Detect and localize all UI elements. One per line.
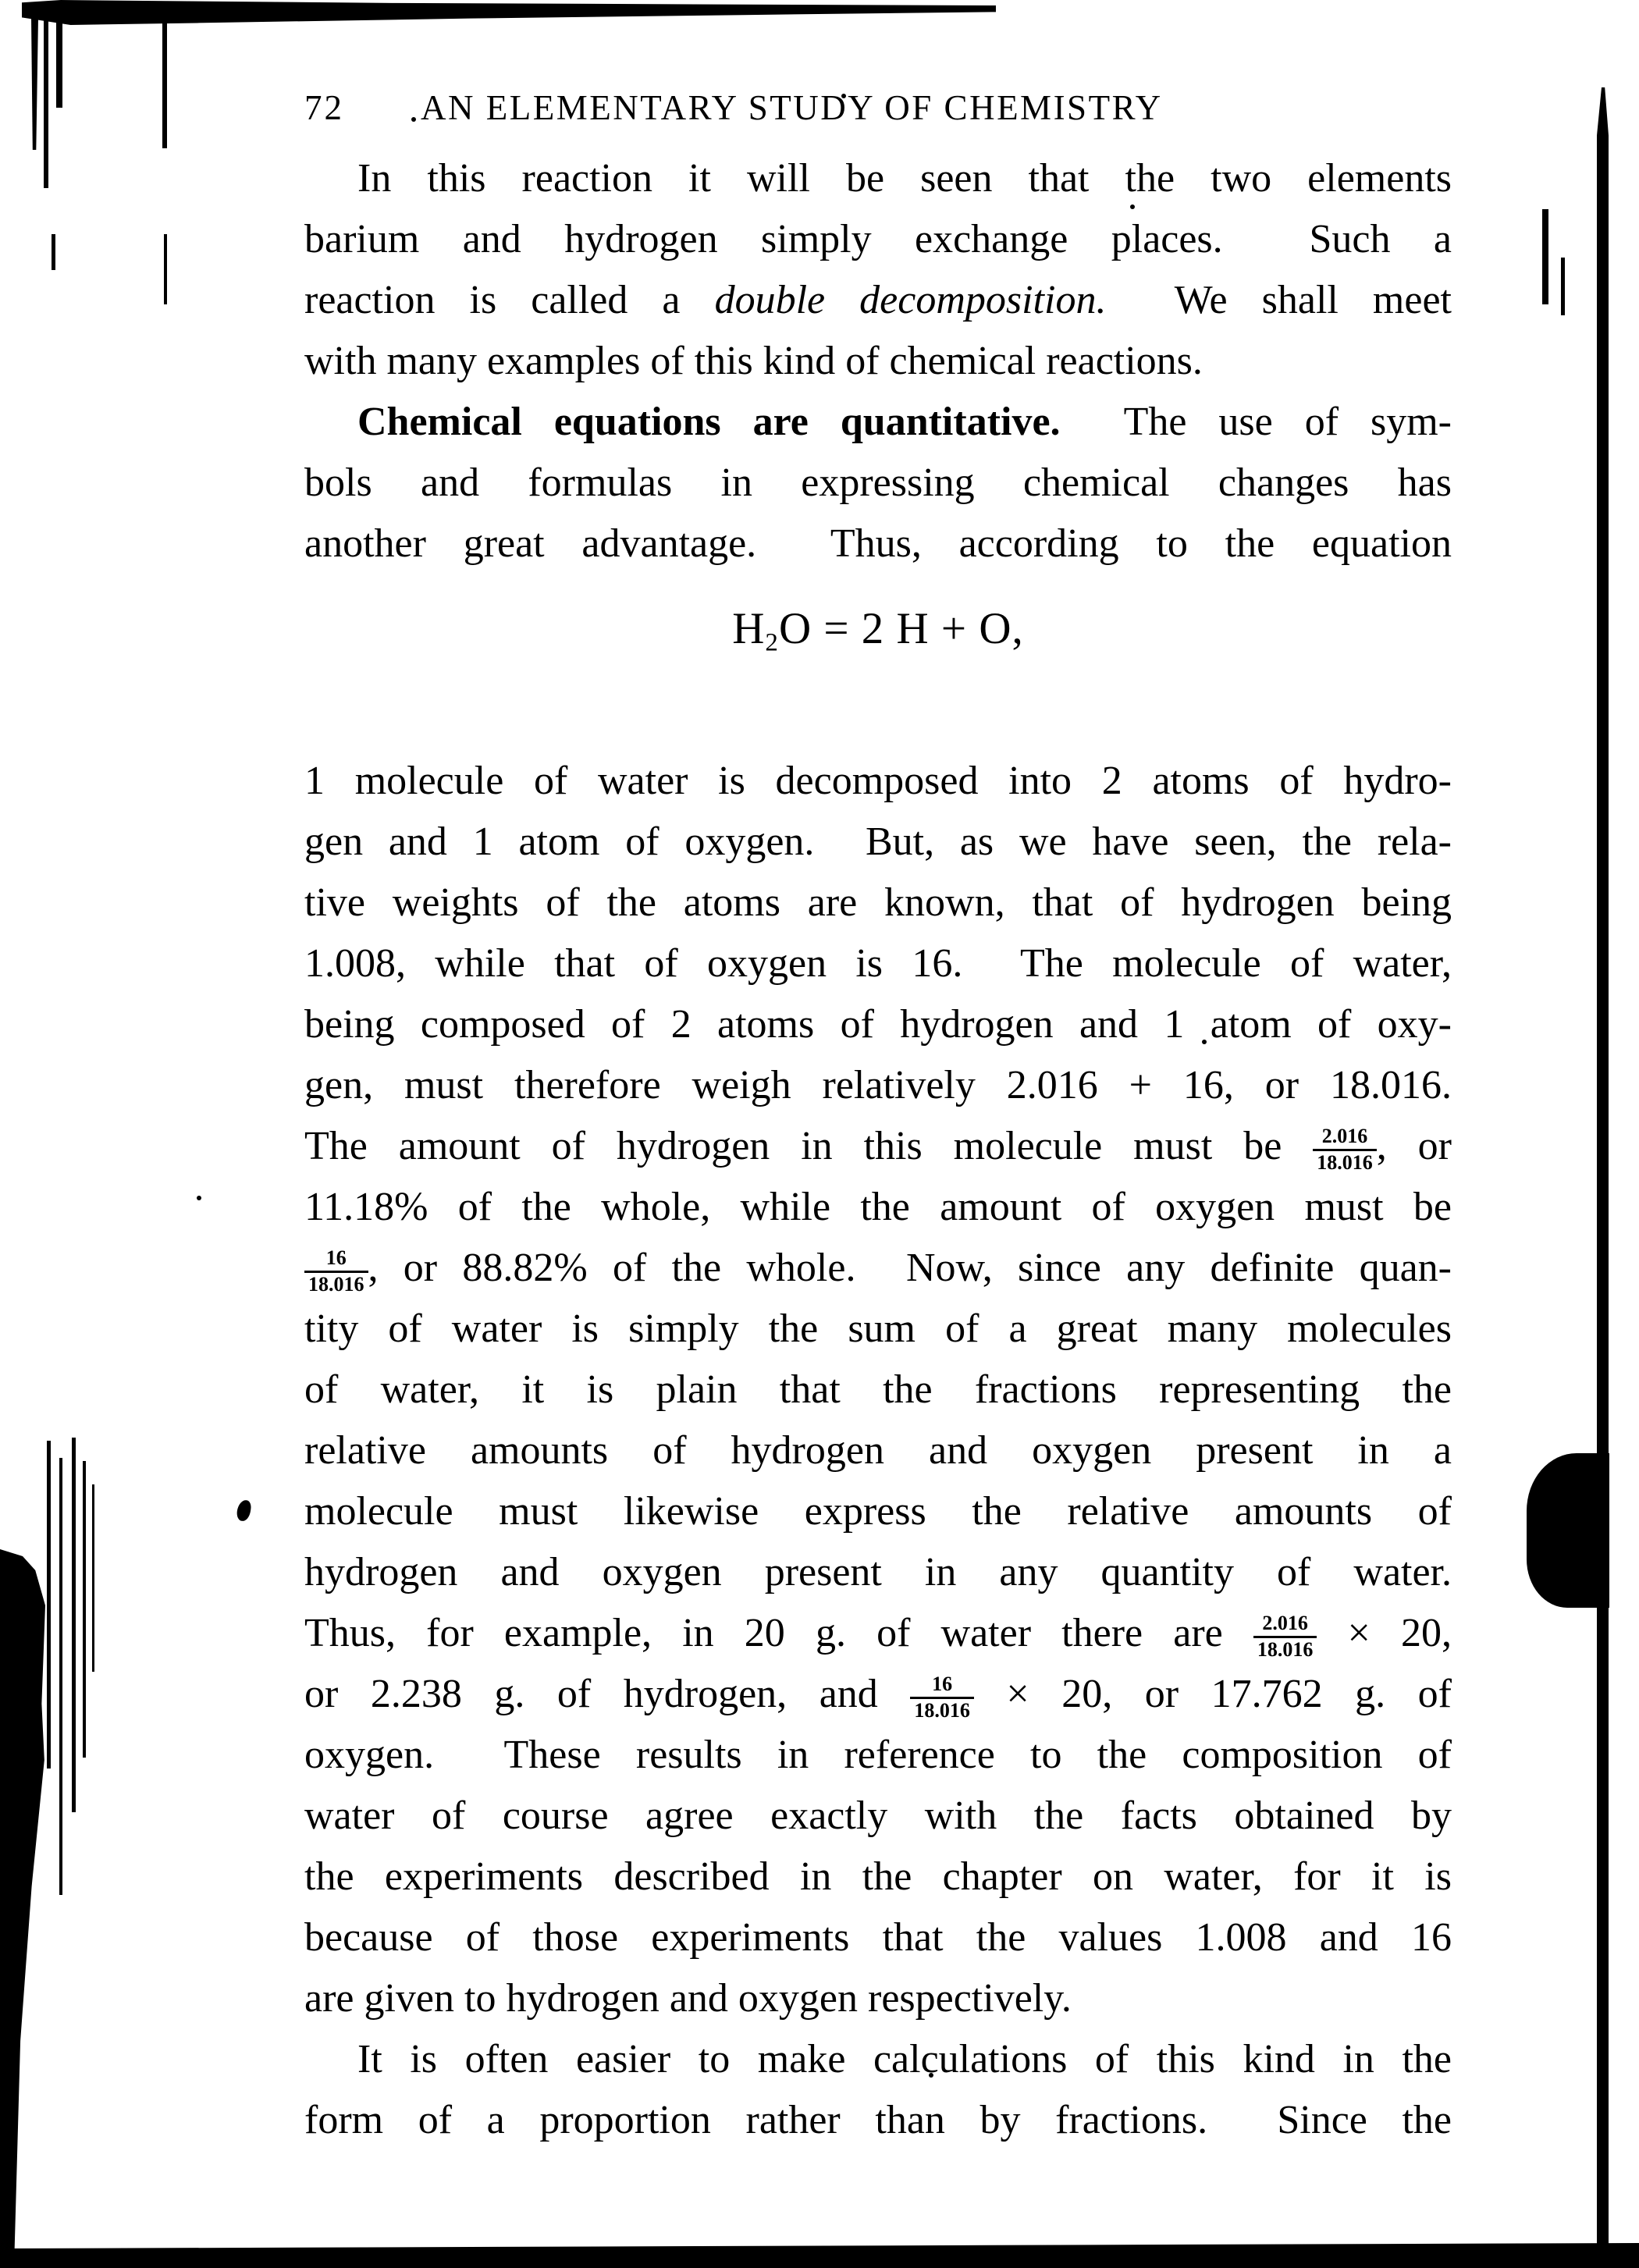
scan-artifact-right-smudge [1527,1453,1609,1608]
running-title: AN ELEMENTARY STUDY OF CHEMISTRY [421,88,1163,127]
scan-artifact-speck [1542,209,1548,304]
bold-text: Chemical equations are quantitative. [357,400,1061,444]
text-line: form of a proportion rather than by fractions. Since the [304,2098,1452,2142]
text-line: The amount of hydrogen in this molecule must be $\frac{2.016}{18.016}$ , or [304,1124,1452,1174]
scan-artifact-scratch [83,1461,86,1758]
text-line: hydrogen and oxygen present in any quantity of water. [304,1550,1452,1594]
text-line: oxygen. These results in reference to the composition of [304,1733,1452,1777]
scan-artifact-drip [56,22,62,108]
fraction-numerator: 16 [325,1246,347,1270]
scan-artifact-top-edge [22,0,996,25]
scan-artifact-scratch [59,1458,62,1895]
scan-artifact-drip [164,234,167,304]
scan-artifact-drip [31,17,38,150]
fraction [910,1673,974,1721]
page-number: 72 [304,88,344,127]
italic-text: double decomposition. [714,278,1107,322]
text-line: In this reaction it will be seen that the two elements [357,156,1452,201]
text-line: barium and hydrogen simply exchange places. Such a [304,217,1452,261]
text-line: of water, it is plain that the fractions representing the [304,1367,1452,1412]
paragraph [304,751,1452,2029]
text-line: $\frac{16}{18.016}$ , or 88.82% of the whole. Now, since any definite quan- [304,1238,1452,1299]
text-line: tive weights of the atoms are known, that of hydrogen being [304,880,1452,925]
text-line: Chemical equations are quantitative. The use of sym- [357,400,1452,444]
page-header [304,87,1452,128]
scan-artifact-scratch [92,1484,94,1672]
text-line: because of those experiments that the values 1.008 and 16 [304,1915,1452,1960]
scan-artifact-left-smudge [0,1549,45,2252]
text-line: Thus, for example, in 20 g. of water there are $\frac{2.016}{18.016}$ × 20, [304,1611,1452,1661]
fraction [1253,1612,1317,1660]
fraction [1313,1125,1377,1173]
page-text [304,148,1452,2151]
text-line: another great advantage. Thus, according to the equation [304,521,1452,566]
text-line: gen, must therefore weigh relatively 2.016 + 16, or 18.016. [304,1063,1452,1107]
fraction-numerator: 16 [932,1673,953,1696]
scan-artifact-speck [197,1196,201,1200]
text-line: the experiments described in the chapter on water, for it is [304,1854,1452,1899]
text-line: or 2.238 g. of hydrogen, and $\frac{16}{18.016}$ × 20, or 17.762 g. of [304,1672,1452,1722]
text-line: 1.008, while that of oxygen is 16. The molecule of water, [304,941,1452,986]
text-line: gen and 1 atom of oxygen. But, as we have seen, the rela- [304,819,1452,864]
fraction-denominator: 18.016 [304,1271,368,1296]
scan-artifact-scratch [47,1441,51,1769]
page-content [304,87,1452,2151]
scan-artifact-speck [1561,258,1565,315]
text-line: being composed of 2 atoms of hydrogen and 1 atom of oxy- [304,1002,1452,1047]
scan-artifact-drip [162,23,167,148]
text-line: molecule must likewise express the relative amounts of [304,1489,1452,1534]
text-line: bols and formulas in expressing chemical changes has [304,460,1452,505]
fraction-denominator: 18.016 [910,1697,974,1722]
subscript: 2 [765,628,779,657]
paragraph [304,2029,1452,2151]
scan-artifact-right-edge [1597,87,1609,2268]
scan-artifact-scratch [72,1438,76,1812]
fraction-numerator: 2.016 [1262,1612,1308,1635]
text-line: 1 molecule of water is decomposed into 2 atoms of hydro- [304,759,1452,803]
text-line: are given to hydrogen and oxygen respectively. [304,1976,1072,2021]
scan-artifact-drip [44,20,48,188]
fraction [304,1247,368,1295]
text-line: tity of water is simply the sum of a great many molecules [304,1306,1452,1351]
text-line: 11.18% of the whole, while the amount of oxygen must be [304,1185,1452,1229]
text-line: water of course agree exactly with the facts obtained by [304,1793,1452,1838]
fraction-denominator: 18.016 [1253,1636,1317,1661]
scan-artifact-drip [52,234,55,270]
fraction-numerator: 2.016 [1321,1125,1368,1148]
text-line: reaction is called a double decomposition. We shall meet [304,278,1452,322]
text-line: with many examples of this kind of chemical reactions. [304,339,1203,383]
ink-spot [236,1499,252,1522]
scan-artifact-bottom-edge [0,2243,1639,2268]
text-line: It is often easier to make calculations of this kind in the [357,2037,1452,2081]
text-line: relative amounts of hydrogen and oxygen present in a [304,1428,1452,1473]
paragraph [304,392,1452,574]
chemical-equation: $H_2O = 2$ H + O, [732,604,1024,657]
fraction-denominator: 18.016 [1313,1149,1377,1174]
paragraph [304,148,1452,392]
